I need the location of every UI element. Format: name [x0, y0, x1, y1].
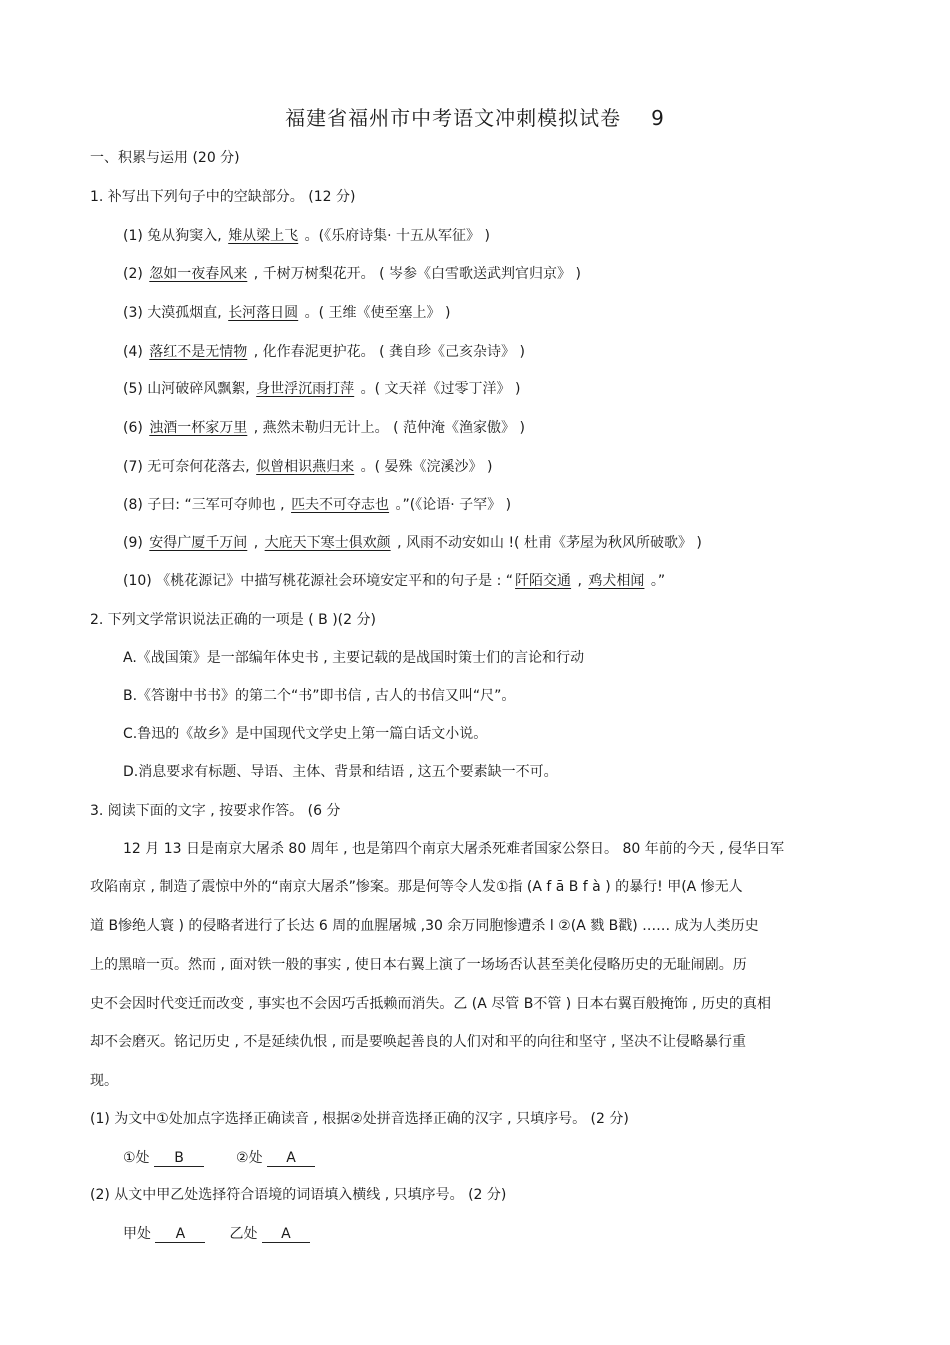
answer-fill: 忽如一夜春风来 — [149, 266, 248, 282]
question-3-stem: 3. 阅读下面的文字 , 按要求作答。 (6 分 — [90, 803, 341, 819]
q1-item-6 — [123, 418, 525, 438]
passage-line: 史不会因时代变迁而改变 , 事实也不会因巧舌抵赖而消失。乙 (A 尽管 B不管 ) 日本右翼百般掩饰 , 历史的真相 — [90, 996, 772, 1012]
item-source: 。( 文天祥《过零丁洋》 ) — [356, 381, 521, 397]
answer-blank: A — [262, 1226, 310, 1243]
item-text: (7) 无可奈何花落去, — [123, 459, 255, 475]
section-heading: 一、积累与运用 (20 分) — [90, 150, 240, 166]
item-text: (1) 兔从狗窦入, — [123, 228, 227, 244]
answer-fill: 身世浮沉雨打萍 — [256, 381, 355, 397]
q1-item-3 — [123, 303, 450, 323]
title-text: 福建省福州市中考语文冲刺模拟试卷 — [285, 106, 622, 130]
q1-item-4 — [123, 342, 525, 362]
answer-fill: 安得广厦千万间 — [149, 535, 248, 551]
q2-option-b: B.《答谢中书书》的第二个“书”即书信 , 古人的书信又叫“尺”。 — [123, 688, 516, 704]
answer-label: 乙处 — [229, 1226, 262, 1242]
item-source: 。( 晏殊《浣溪沙》 ) — [356, 459, 493, 475]
q3-sub1-answers — [123, 1148, 315, 1168]
page-title — [0, 102, 950, 131]
item-text: (8) 子曰: “三军可夺帅也 , — [123, 497, 290, 513]
item-source: , 风雨不动安如山 !( 杜甫《茅屋为秋风所破歌》 ) — [392, 535, 702, 551]
q1-item-2 — [123, 264, 581, 284]
answer-blank: A — [155, 1226, 205, 1243]
answer-label: ①处 — [123, 1150, 155, 1166]
item-source: 。(《乐府诗集· 十五从军征》 ) — [300, 228, 490, 244]
q1-item-7 — [123, 457, 492, 477]
item-source: , 千树万树梨花开。 ( 岑参《白雪歌送武判官归京》 ) — [249, 266, 581, 282]
answer-fill: 鸡犬相闻 — [588, 573, 645, 589]
answer-fill: 长河落日圆 — [228, 305, 299, 321]
item-source: 。”(《论语· 子罕》 ) — [391, 497, 512, 513]
answer-fill: 落红不是无情物 — [149, 344, 248, 360]
item-text: , — [249, 535, 263, 551]
passage-line: 12 月 13 日是南京大屠杀 80 周年 , 也是第四个南京大屠杀死难者国家公祭日。 80 年前的今天 , 侵华日军 — [123, 841, 785, 857]
item-text: , — [573, 573, 587, 589]
item-text: (5) 山河破碎风飘絮, — [123, 381, 255, 397]
item-source: , 燕然未勒归无计上。 ( 范仲淹《渔家傲》 ) — [249, 420, 525, 436]
item-text: (3) 大漠孤烟直, — [123, 305, 227, 321]
answer-blank: A — [267, 1150, 315, 1167]
item-text: 。” — [646, 573, 666, 589]
title-number: 9 — [651, 106, 665, 130]
q3-sub1-stem: (1) 为文中①处加点字选择正确读音 , 根据②处拼音选择正确的汉字 , 只填序号。 (2 分) — [90, 1111, 629, 1127]
item-text: (10) 《桃花源记》中描写桃花源社会环境安定平和的句子是 : “ — [123, 573, 514, 589]
q1-item-9 — [123, 533, 702, 553]
q1-item-5 — [123, 379, 520, 399]
answer-fill: 匹夫不可夺志也 — [291, 497, 390, 513]
answer-fill: 似曾相识燕归来 — [256, 459, 355, 475]
item-text: (9) — [123, 535, 148, 551]
passage-line: 道 B惨绝人寰 ) 的侵略者进行了长达 6 周的血腥屠城 ,30 余万同胞惨遭杀 l ②(A 戮 B戳) …… 成为人类历史 — [90, 918, 759, 934]
q3-sub2-stem: (2) 从文中甲乙处选择符合语境的词语填入横线 , 只填序号。 (2 分) — [90, 1187, 507, 1203]
passage-line: 现。 — [90, 1073, 118, 1089]
answer-label: 甲处 — [123, 1226, 156, 1242]
item-text: (2) — [123, 266, 148, 282]
answer-fill: 雉从梁上飞 — [228, 228, 299, 244]
answer-blank: B — [154, 1150, 204, 1167]
item-source: 。( 王维《使至塞上》 ) — [300, 305, 451, 321]
answer-fill: 浊酒一杯家万里 — [149, 420, 248, 436]
passage-line: 攻陷南京 , 制造了震惊中外的“南京大屠杀”惨案。那是何等令人发①指 (A f ā B f à ) 的暴行! 甲(A 惨无人 — [90, 879, 743, 895]
question-2-stem: 2. 下列文学常识说法正确的一项是 ( B )(2 分) — [90, 612, 376, 628]
q1-item-10 — [123, 571, 665, 591]
answer-label: ②处 — [236, 1150, 268, 1166]
question-1-stem: 1. 补写出下列句子中的空缺部分。 (12 分) — [90, 189, 356, 205]
q2-option-c: C.鲁迅的《故乡》是中国现代文学史上第一篇白话文小说。 — [123, 726, 488, 742]
passage-line: 却不会磨灭。铭记历史 , 不是延续仇恨 , 而是要唤起善良的人们对和平的向往和坚守 , 坚决不让侵略暴行重 — [90, 1034, 747, 1050]
q2-option-d: D.消息要求有标题、导语、主体、背景和结语 , 这五个要素缺一不可。 — [123, 764, 558, 780]
item-text: (6) — [123, 420, 148, 436]
q2-option-a: A.《战国策》是一部编年体史书 , 主要记载的是战国时策士们的言论和行动 — [123, 650, 585, 666]
q3-sub2-answers — [123, 1224, 310, 1244]
answer-fill: 阡陌交通 — [515, 573, 572, 589]
item-source: , 化作春泥更护花。 ( 龚自珍《己亥杂诗》 ) — [249, 344, 525, 360]
item-text: (4) — [123, 344, 148, 360]
q1-item-8 — [123, 495, 511, 515]
answer-fill: 大庇天下寒士俱欢颜 — [264, 535, 391, 551]
q1-item-1 — [123, 226, 490, 246]
passage-line: 上的黑暗一页。然而 , 面对铁一般的事实 , 使日本右翼上演了一场场否认甚至美化侵略历史的无耻闹剧。历 — [90, 957, 747, 973]
